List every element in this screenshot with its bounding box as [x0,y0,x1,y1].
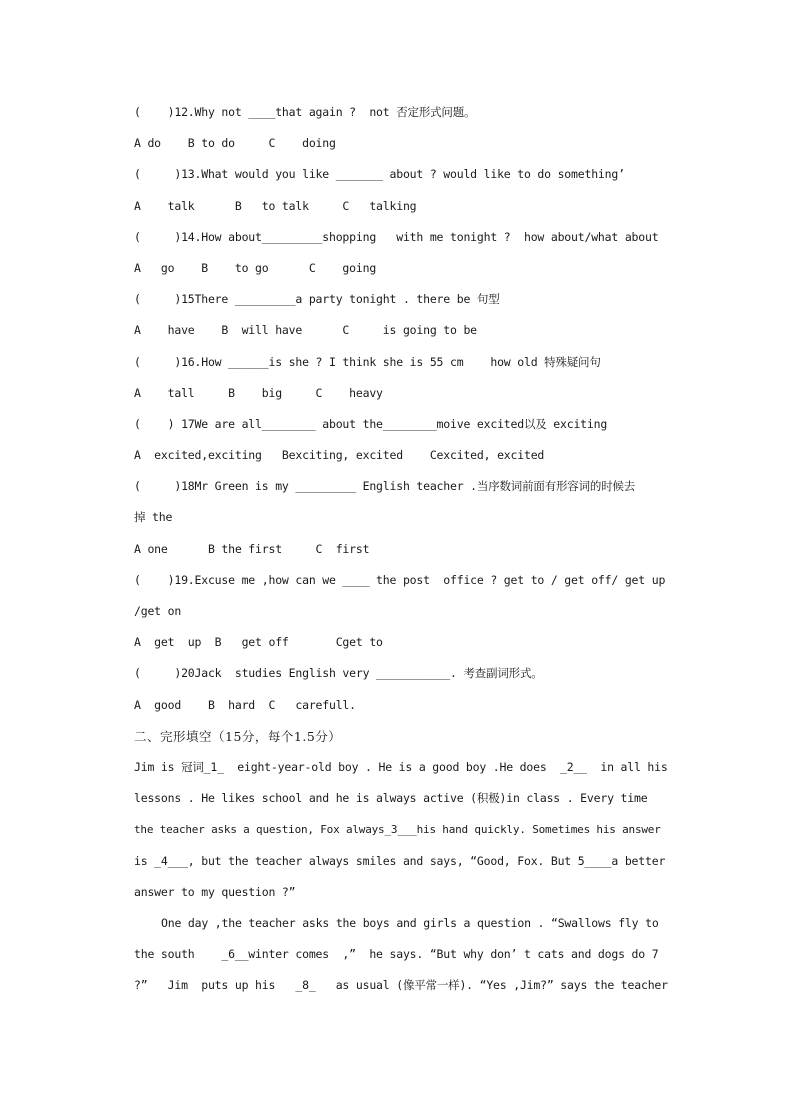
question-20: ( )20Jack studies English very ___________. 考查副词形式。 [134,666,543,681]
cloze-line-3: the teacher asks a question, Fox always_3___his hand quickly. Sometimes his answer [134,823,661,837]
cloze-line-5: answer to my question ?” [134,884,296,899]
options-13: A talk B to talk C talking [134,198,417,213]
options-19: A get up B get off Cget to [134,635,383,650]
question-16: ( )16.How ______is she ? I think she is 55 cm how old 特殊疑问句 [134,354,601,369]
question-15: ( )15There _________a party tonight . there be 句型 [134,292,500,307]
options-16: A tall B big C heavy [134,385,383,400]
options-12: A do B to do C doing [134,136,336,151]
options-17: A excited,exciting Bexciting, excited Cexcited, excited [134,448,545,463]
section-heading-cloze: 二、完形填空（15分，每个1.5分） [134,728,342,744]
document-page [134,97,672,1001]
question-13: ( )13.What would you like _______ about ? would like to do something’ [134,167,625,182]
question-14: ( )14.How about_________shopping with me tonight ? how about/what about [134,229,659,244]
question-18-continued: 掉 the [134,510,173,525]
question-19: ( )19.Excuse me ,how can we ____ the post office ? get to / get off/ get up [134,572,666,587]
cloze-line-7: the south _6__winter comes ,” he says. “But why don’ t cats and dogs do 7 [134,947,659,962]
cloze-line-8: ?” Jim puts up his _8_ as usual (像平常一样). “Yes ,Jim?” says the teacher [134,978,668,993]
options-18: A one B the first C first [134,541,370,556]
cloze-line-4: is _4___, but the teacher always smiles and says, “Good, Fox. But 5____a better [134,853,666,868]
cloze-line-6: One day ,the teacher asks the boys and girls a question . “Swallows fly to [161,915,659,930]
question-18: ( )18Mr Green is my _________ English teacher .当序数词前面有形容词的时候去 [134,479,636,494]
options-20: A good B hard C carefull. [134,697,356,712]
options-14: A go B to go C going [134,260,377,275]
cloze-line-2: lessons . He likes school and he is always active (积极)in class . Every time [134,791,648,806]
options-15: A have B will have C is going to be [134,323,477,338]
question-12: ( )12.Why not ____that again ? not 否定形式问题。 [134,105,476,119]
question-19-continued: /get on [134,604,182,618]
question-17: ( ) 17We are all________ about the________moive excited以及 exciting [134,416,608,431]
cloze-line-1: Jim is 冠词_1_ eight-year-old boy . He is a good boy .He does _2__ in all his [134,759,668,774]
